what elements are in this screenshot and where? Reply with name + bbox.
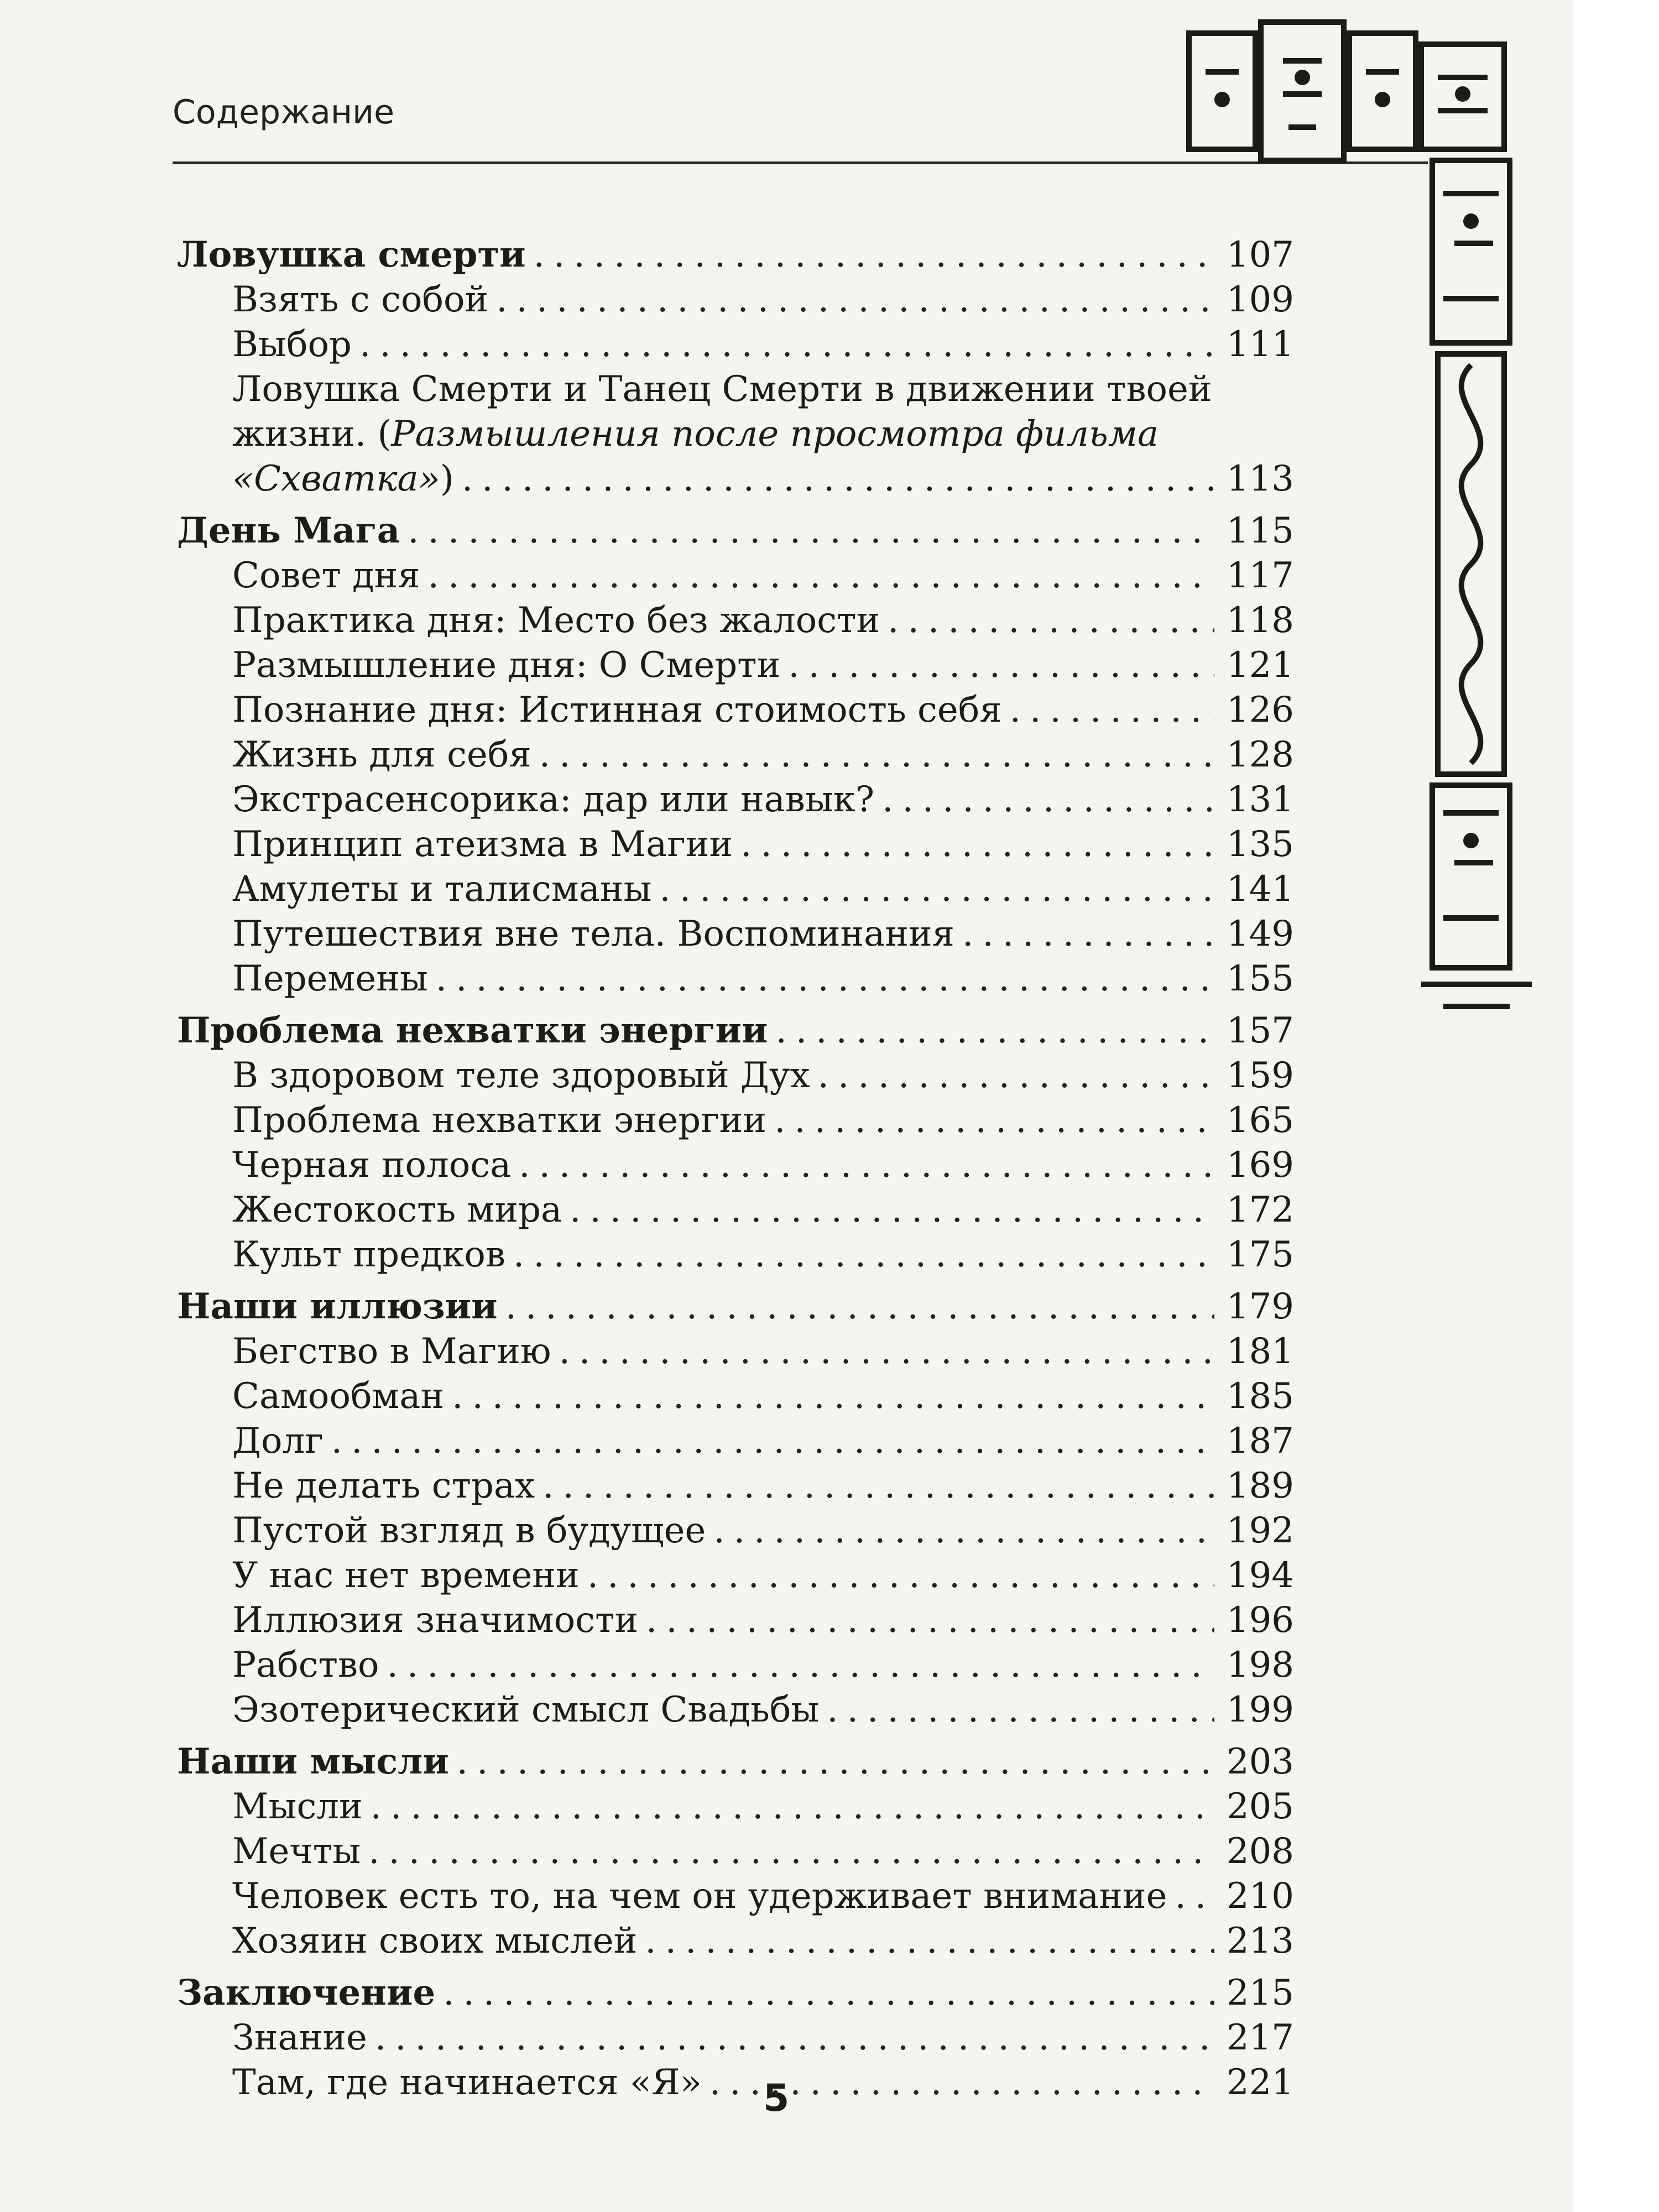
dot-leader <box>962 912 1214 957</box>
page-number: 107 <box>1226 234 1294 275</box>
page-number: 157 <box>1226 1010 1294 1051</box>
toc-entry-multiline[interactable]: Ловушка Смерти и Танец Смерти в движении твоей жизни. (Размышления после просмотра фильма «Схватка») ..... 113 <box>177 367 1294 502</box>
aztec-mask-icon <box>1189 33 1255 149</box>
dot-leader <box>408 509 1214 554</box>
toc-entry[interactable]: Познание дня: Истинная стоимость себя ..... 126 <box>177 688 1294 733</box>
dot-leader <box>519 1143 1214 1188</box>
toc-entry[interactable]: Бегство в Магию ..... 181 <box>177 1329 1294 1374</box>
toc-entry[interactable]: Выбор ..... 111 <box>177 322 1294 367</box>
dot-leader <box>436 957 1214 1001</box>
page-number: 113 <box>1226 458 1294 499</box>
toc-entry[interactable]: Мечты ..... 208 <box>177 1829 1294 1874</box>
page-number: 135 <box>1226 824 1294 865</box>
dot-leader <box>1010 688 1214 733</box>
toc-entry[interactable]: Не делать страх ..... 189 <box>177 1464 1294 1509</box>
dot-leader <box>646 1598 1214 1643</box>
dot-leader <box>462 457 1219 502</box>
dot-leader <box>774 1098 1214 1143</box>
toc-entry[interactable]: Черная полоса ..... 169 <box>177 1143 1294 1188</box>
page-number: 141 <box>1226 869 1294 910</box>
toc-entry[interactable]: Проблема нехватки энергии ..... 165 <box>177 1098 1294 1143</box>
page-number: 213 <box>1226 1921 1294 1961</box>
dot-leader <box>659 867 1214 912</box>
toc-entry[interactable]: Взять с собой ..... 109 <box>177 278 1294 322</box>
dot-leader <box>740 822 1214 867</box>
page-number: 210 <box>1226 1876 1294 1917</box>
dot-leader <box>542 1464 1214 1509</box>
toc-entry[interactable]: Экстрасенсорика: дар или навык? ..... 131 <box>177 778 1294 822</box>
toc-entry[interactable]: Самообман ..... 185 <box>177 1374 1294 1419</box>
toc-entry[interactable]: Знание ..... 217 <box>177 2016 1294 2060</box>
aztec-face-icon <box>1432 160 1510 343</box>
page-number: 194 <box>1226 1555 1294 1596</box>
dot-leader <box>882 778 1214 822</box>
page-number: 126 <box>1226 690 1294 731</box>
page-number: 179 <box>1226 1286 1294 1327</box>
toc-entry[interactable]: Принцип атеизма в Магии ..... 135 <box>177 822 1294 867</box>
toc-entry[interactable]: Человек есть то, на чем он удерживает внимание ..... 210 <box>177 1874 1294 1919</box>
dot-leader <box>713 1509 1214 1553</box>
running-header: Содержание <box>173 93 395 132</box>
dot-leader <box>457 1740 1214 1785</box>
page-number: 196 <box>1226 1600 1294 1641</box>
dot-leader <box>513 1233 1214 1277</box>
page-number: 187 <box>1226 1421 1294 1462</box>
page-number: 185 <box>1226 1376 1294 1417</box>
dot-leader <box>371 1785 1214 1829</box>
dot-leader <box>645 1919 1214 1964</box>
page-number: 109 <box>1226 279 1294 320</box>
dot-leader <box>331 1419 1214 1464</box>
dot-leader <box>359 322 1214 367</box>
page-number: 115 <box>1226 510 1294 551</box>
dot-leader <box>443 1971 1214 2016</box>
page-number: 181 <box>1226 1331 1294 1372</box>
dot-leader <box>505 1285 1214 1329</box>
page-number: 165 <box>1226 1100 1294 1141</box>
dot-leader <box>827 1688 1214 1733</box>
page-number: 198 <box>1226 1645 1294 1686</box>
page-number: 189 <box>1226 1465 1294 1506</box>
page-number: 131 <box>1226 779 1294 820</box>
dot-leader <box>559 1329 1214 1374</box>
page-number: 221 <box>1226 2062 1294 2103</box>
page-number: 215 <box>1226 1973 1294 2013</box>
toc-entry[interactable]: В здоровом теле здоровый Дух ..... 159 <box>177 1053 1294 1098</box>
toc-chapter[interactable]: Наши иллюзии ..... 179 <box>177 1284 1294 1329</box>
dot-leader <box>587 1553 1214 1598</box>
page-number: 192 <box>1226 1510 1294 1551</box>
toc-entry[interactable]: Хозяин своих мыслей ..... 213 <box>177 1919 1294 1964</box>
toc-entry[interactable]: Жизнь для себя ..... 128 <box>177 733 1294 778</box>
dot-leader <box>375 2016 1214 2060</box>
page-number: 199 <box>1226 1689 1294 1730</box>
page-number: 217 <box>1226 2017 1294 2058</box>
page-folio: 5 <box>763 2077 790 2120</box>
page-number: 208 <box>1226 1831 1294 1872</box>
page-number: 155 <box>1226 958 1294 999</box>
page-number: 169 <box>1226 1145 1294 1186</box>
toc-chapter[interactable]: Заключение ..... 215 <box>177 1970 1294 2016</box>
toc-entry[interactable]: Долг ..... 187 <box>177 1419 1294 1464</box>
page-number: 172 <box>1226 1190 1294 1230</box>
page-number: 159 <box>1226 1055 1294 1096</box>
toc-entry[interactable]: Мысли ..... 205 <box>177 1785 1294 1829</box>
toc-entry[interactable]: У нас нет времени ..... 194 <box>177 1553 1294 1598</box>
dot-leader <box>428 554 1214 598</box>
toc-chapter[interactable]: Наши мысли ..... 203 <box>177 1739 1294 1785</box>
dot-leader <box>818 1053 1214 1098</box>
aztec-mask-icon <box>1349 33 1416 149</box>
page-number: 149 <box>1226 914 1294 954</box>
toc-chapter[interactable]: Проблема нехватки энергии ..... 157 <box>177 1008 1294 1053</box>
toc-entry[interactable]: Пустой взгляд в будущее ..... 192 <box>177 1509 1294 1553</box>
page-number: 111 <box>1226 324 1294 365</box>
dot-leader <box>368 1829 1214 1874</box>
page-number: 117 <box>1226 555 1294 596</box>
toc-chapter[interactable]: День Мага ..... 115 <box>177 508 1294 554</box>
toc-entry[interactable]: Иллюзия значимости ..... 196 <box>177 1598 1294 1643</box>
toc-chapter[interactable]: Ловушка смерти ..... 107 <box>177 232 1294 278</box>
page-number: 203 <box>1226 1741 1294 1782</box>
dot-leader <box>539 733 1214 778</box>
toc-entry[interactable]: Культ предков ..... 175 <box>177 1233 1294 1277</box>
dot-leader <box>1175 1874 1214 1919</box>
toc-entry[interactable]: Жестокость мира ..... 172 <box>177 1188 1294 1233</box>
toc-entry[interactable]: Размышление дня: О Смерти ..... 121 <box>177 643 1294 688</box>
toc-entry[interactable]: Амулеты и талисманы ..... 141 <box>177 867 1294 912</box>
page-number: 121 <box>1226 645 1294 686</box>
toc-entry[interactable]: Рабство ..... 198 <box>177 1643 1294 1688</box>
toc-entry[interactable]: Эзотерический смысл Свадьбы ..... 199 <box>177 1688 1294 1733</box>
page-number: 205 <box>1226 1786 1294 1827</box>
dot-leader <box>496 278 1214 322</box>
dot-leader <box>452 1374 1214 1419</box>
toc-entry[interactable]: Путешествия вне тела. Воспоминания ..... 149 <box>177 912 1294 957</box>
dot-leader <box>788 643 1214 688</box>
dot-leader <box>888 598 1214 643</box>
toc-entry[interactable]: Практика дня: Место без жалости ..... 118 <box>177 598 1294 643</box>
page-number: 175 <box>1226 1234 1294 1275</box>
page-number: 118 <box>1226 600 1294 641</box>
dot-leader <box>570 1188 1214 1233</box>
dot-leader <box>534 233 1214 278</box>
dot-leader <box>775 1009 1214 1053</box>
dot-leader <box>387 1643 1214 1688</box>
toc-entry[interactable]: Там, где начинается «Я» ..... 221 <box>177 2060 1294 2105</box>
toc-entry[interactable]: Перемены ..... 155 <box>177 957 1294 1001</box>
table-of-contents <box>177 232 1294 2105</box>
page-number: 128 <box>1226 734 1294 775</box>
toc-entry[interactable]: Совет дня ..... 117 <box>177 554 1294 598</box>
